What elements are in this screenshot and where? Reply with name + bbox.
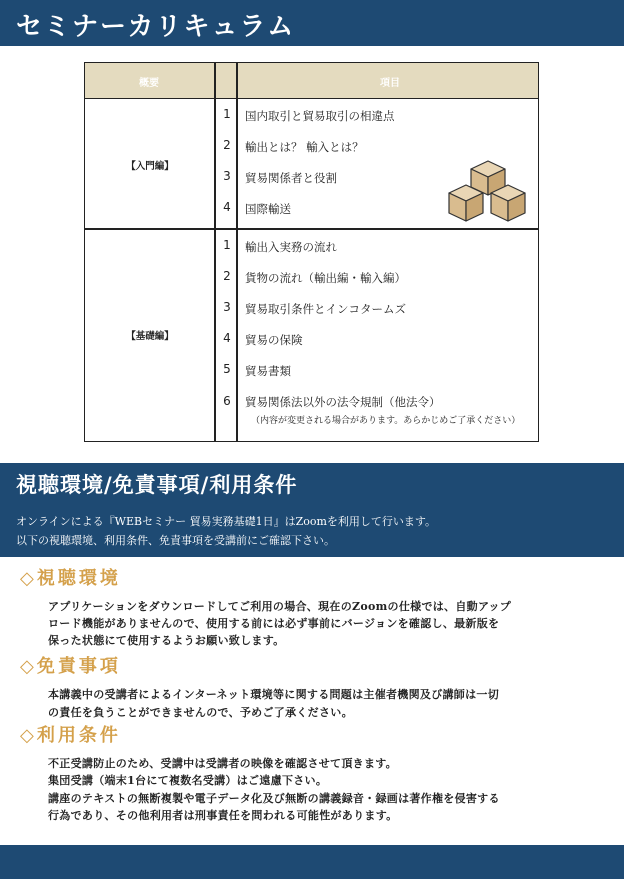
item-text: 貨物の流れ（輸出編・輸入編） xyxy=(245,271,406,285)
table-header xyxy=(85,63,538,99)
item-number: 4 xyxy=(223,200,231,214)
disclaimer-line: 本講義中の受講者によるインターネット環境等に関する問題は主催者機関及び講師は一切 xyxy=(48,688,500,701)
item-text: 貿易取引条件とインコタームズ xyxy=(245,302,406,316)
item-number: 4 xyxy=(223,331,231,345)
section-label-basic: 【基礎編】 xyxy=(126,331,174,342)
terms-intro-line: 以下の視聴環境、利用条件、免責事項を受講前にご確認下さい。 xyxy=(16,534,335,547)
usage-line: 行為であり、その他利用者は刑事責任を問われる可能性があります。 xyxy=(48,809,398,822)
item-number: 3 xyxy=(223,169,231,183)
column-divider xyxy=(214,63,216,441)
item-text: 貿易の保険 xyxy=(245,333,303,347)
column-header-items: 項目 xyxy=(380,78,400,89)
disclaimer-heading: ◇免責事項 xyxy=(20,656,121,677)
terms-banner xyxy=(0,463,624,557)
table-note: （内容が変更される場合があります。あらかじめご了承ください） xyxy=(251,416,521,426)
environment-line: アプリケーションをダウンロードしてご利用の場合、現在のZoomの仕様では、自動アップ xyxy=(48,600,512,613)
disclaimer-line: の責任を負うことができませんので、予めご了承ください。 xyxy=(48,706,353,719)
cardboard-boxes-icon xyxy=(443,155,533,227)
item-number: 1 xyxy=(223,107,231,121)
item-number: 2 xyxy=(223,269,231,283)
usage-line: 講座のテキストの無断複製や電子データ化及び無断の講義録音・録画は著作権を侵害する xyxy=(48,792,500,805)
item-text: 貿易関係者と役割 xyxy=(245,171,337,185)
curriculum-table xyxy=(84,62,539,442)
item-number: 2 xyxy=(223,138,231,152)
item-number: 6 xyxy=(223,394,231,408)
item-text: 貿易関係法以外の法令規制（他法令） xyxy=(245,395,441,409)
terms-intro-line: オンラインによる『WEBセミナー 貿易実務基礎1日』はZoomを利用して行います。 xyxy=(16,515,437,528)
item-text: 輸出とは？ 輸入とは？ xyxy=(245,140,364,154)
item-text: 国際輸送 xyxy=(245,202,291,216)
item-number: 5 xyxy=(223,362,231,376)
environment-line: 保った状態にて使用するようお願い致します。 xyxy=(48,634,285,647)
usage-line: 集団受講（端末1台にて複数名受講）はご遠慮下さい。 xyxy=(48,774,328,787)
item-number: 3 xyxy=(223,300,231,314)
usage-heading: ◇利用条件 xyxy=(20,725,121,746)
terms-title: 視聴環境/免責事項/利用条件 xyxy=(16,472,298,497)
item-text: 国内取引と貿易取引の相違点 xyxy=(245,109,395,123)
item-text: 輸出入実務の流れ xyxy=(245,240,337,254)
item-number: 1 xyxy=(223,238,231,252)
item-text: 貿易書類 xyxy=(245,364,291,378)
section-label-intro: 【入門編】 xyxy=(126,161,174,172)
footer-banner xyxy=(0,845,624,879)
row-divider xyxy=(85,228,538,230)
environment-line: ロード機能がありませんので、使用する前には必ず事前にバージョンを確認し、最新版を xyxy=(48,617,500,630)
header-banner xyxy=(0,0,624,46)
page-title: セミナーカリキュラム xyxy=(16,12,296,42)
environment-heading: ◇視聴環境 xyxy=(20,568,121,589)
column-header-overview: 概要 xyxy=(139,78,159,89)
usage-line: 不正受講防止のため、受講中は受講者の映像を確認させて頂きます。 xyxy=(48,757,397,770)
